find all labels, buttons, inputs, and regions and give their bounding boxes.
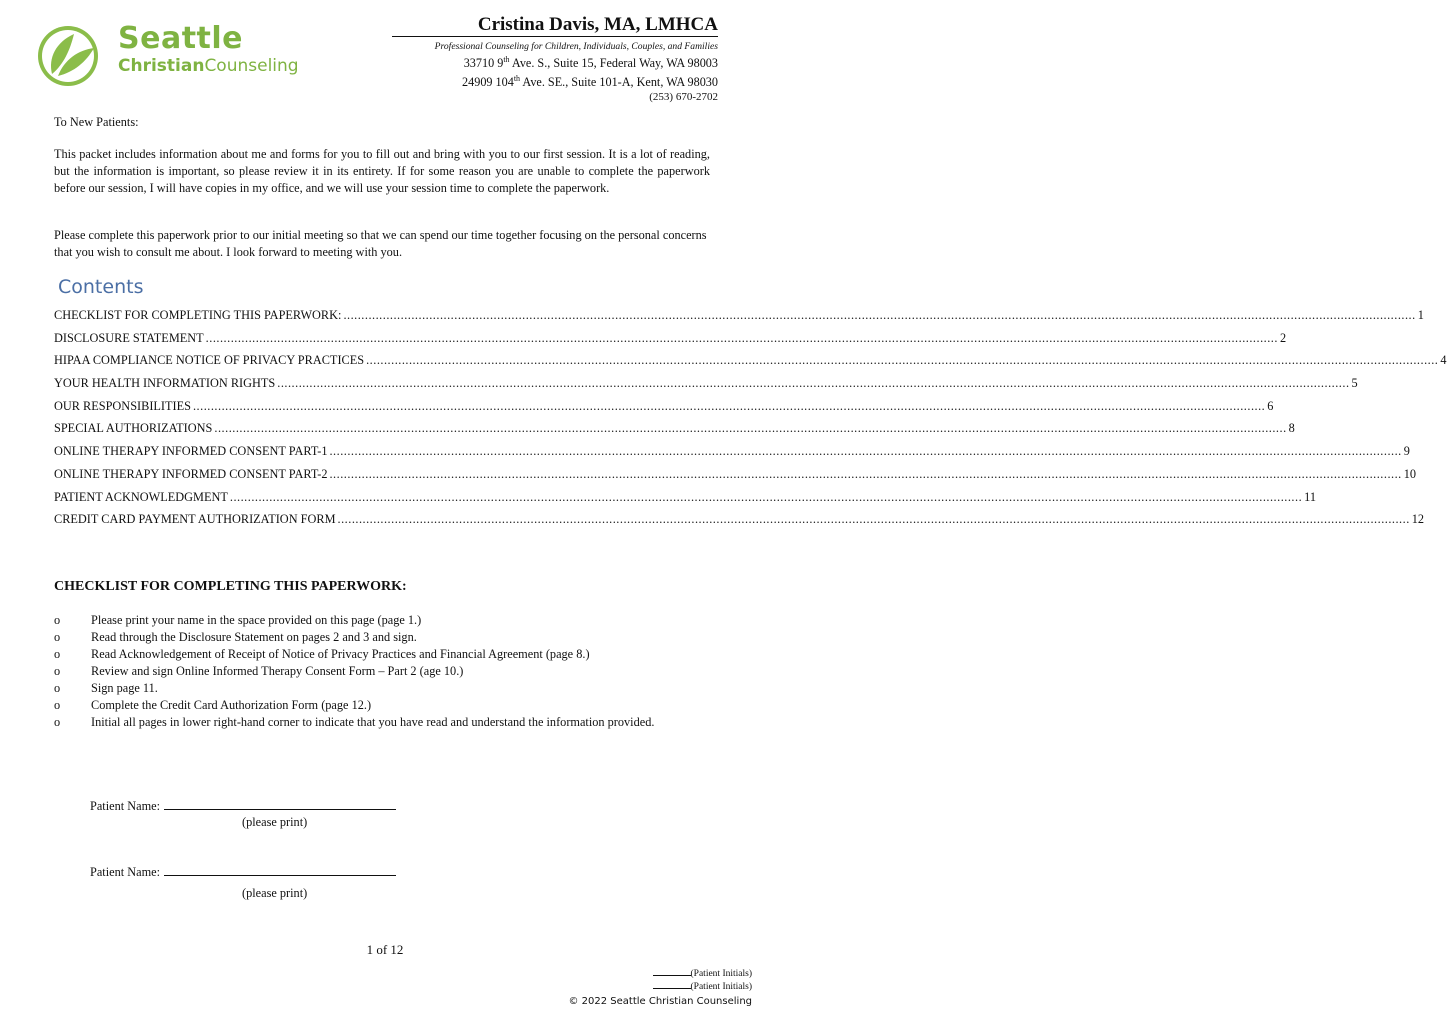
checklist-item-text: Initial all pages in lower right-hand corner to indicate that you have read and understand the information provided. — [91, 715, 655, 729]
toc-entry[interactable] — [54, 353, 1447, 376]
toc-entry-title: CREDIT CARD PAYMENT AUTHORIZATION FORM — [54, 512, 336, 527]
counselor-name: Cristina Davis, MA, LMHCA — [477, 14, 718, 35]
toc-entry-page: 5 — [1351, 376, 1358, 391]
address-block — [462, 52, 718, 105]
checklist-item — [54, 714, 714, 731]
toc-leader-dots: ............................................................................................................................................................................................................................................................................................................ — [329, 466, 1402, 481]
toc-entry[interactable] — [54, 489, 1316, 513]
checklist-item — [54, 646, 714, 663]
toc-entry-page: 8 — [1288, 421, 1295, 436]
toc-entry[interactable] — [54, 421, 1295, 444]
toc-entry-title: YOUR HEALTH INFORMATION RIGHTS — [54, 376, 276, 391]
patient-name-label: Patient Name: — [90, 799, 161, 813]
initials-label: (Patient Initials) — [690, 969, 752, 979]
checklist-bullet: o — [54, 715, 61, 729]
patient-name-field-2[interactable] — [90, 863, 396, 880]
initials-line[interactable] — [653, 967, 691, 976]
toc-entry[interactable] — [54, 512, 1425, 535]
checklist-item-text: Sign page 11. — [91, 681, 158, 695]
toc-leader-dots: ............................................................................................................................................................................................................................................................................................................ — [277, 376, 1350, 391]
toc-entry[interactable] — [54, 466, 1417, 490]
table-of-contents — [54, 308, 1447, 535]
toc-entry-page: 2 — [1279, 330, 1287, 345]
logo-word-seattle: Seattle — [118, 21, 244, 56]
toc-entry-page: 1 — [1417, 308, 1424, 322]
checklist-item-text: Complete the Credit Card Authorization Form (page 12.) — [91, 698, 372, 712]
toc-entry[interactable] — [54, 444, 1410, 467]
toc-leader-dots: ............................................................................................................................................................................................................................................................................................................ — [343, 308, 1416, 322]
toc-entry[interactable] — [54, 376, 1358, 399]
please-print-hint: (please print) — [242, 815, 308, 829]
greeting: To New Patients: — [54, 115, 139, 129]
checklist-bullet: o — [54, 681, 61, 695]
checklist-item-text: Read through the Disclosure Statement on pages 2 and 3 and sign. — [91, 630, 417, 644]
tagline: Professional Counseling for Children, Individuals, Couples, and Families — [434, 41, 718, 52]
checklist-item-text: Read Acknowledgement of Receipt of Notice of Privacy Practices and Financial Agreement (page 8.) — [91, 647, 590, 661]
toc-entry-page: 9 — [1403, 444, 1410, 459]
checklist — [54, 612, 714, 731]
toc-entry-page: 6 — [1267, 398, 1274, 413]
toc-entry-page: 12 — [1411, 512, 1425, 527]
toc-entry-page: 10 — [1403, 466, 1417, 481]
patient-name-line[interactable] — [164, 797, 396, 810]
toc-leader-dots: ............................................................................................................................................................................................................................................................................................................ — [192, 398, 1266, 413]
checklist-item-text: Please print your name in the space provided on this page (page 1.) — [91, 613, 422, 627]
checklist-bullet: o — [54, 630, 61, 644]
toc-leader-dots: ............................................................................................................................................................................................................................................................................................................ — [337, 512, 1410, 527]
toc-leader-dots: ............................................................................................................................................................................................................................................................................................................ — [205, 330, 1278, 345]
checklist-item — [54, 663, 714, 680]
checklist-heading: CHECKLIST FOR COMPLETING THIS PAPERWORK: — [54, 579, 407, 594]
address-line-2: 24909 104th Ave. SE., Suite 101-A, Kent, WA 98030 — [462, 74, 718, 90]
patient-name-line[interactable] — [164, 863, 396, 876]
checklist-bullet: o — [54, 647, 61, 661]
contents-heading: Contents — [58, 276, 144, 298]
toc-entry-page: 11 — [1304, 489, 1316, 504]
toc-leader-dots: ............................................................................................................................................................................................................................................................................................................ — [214, 421, 1287, 436]
logo-word-christian: Christian — [118, 56, 205, 76]
toc-entry[interactable] — [54, 330, 1287, 354]
toc-entry-title: CHECKLIST FOR COMPLETING THIS PAPERWORK: — [54, 308, 342, 322]
toc-entry-title: ONLINE THERAPY INFORMED CONSENT PART-2 — [54, 466, 328, 481]
copyright: © 2022 Seattle Christian Counseling — [568, 996, 752, 1007]
toc-entry-title: ONLINE THERAPY INFORMED CONSENT PART-1 — [54, 444, 328, 459]
toc-leader-dots: ............................................................................................................................................................................................................................................................................................................ — [229, 489, 1303, 504]
checklist-item — [54, 629, 714, 646]
toc-entry-title: PATIENT ACKNOWLEDGMENT — [54, 489, 228, 504]
intro-paragraph-2: Please complete this paperwork prior to our initial meeting so that we can spend our time together focusing on the personal concerns that you wish to consult me about. I look forward to meeting with you. — [54, 228, 707, 259]
toc-leader-dots: ............................................................................................................................................................................................................................................................................................................ — [366, 353, 1439, 368]
toc-leader-dots: ............................................................................................................................................................................................................................................................................................................ — [329, 444, 1402, 459]
checklist-bullet: o — [54, 664, 61, 678]
checklist-item — [54, 612, 714, 629]
toc-entry[interactable] — [54, 398, 1274, 422]
patient-name-field-1[interactable] — [90, 797, 396, 814]
logo-leaf-icon — [34, 20, 110, 88]
header-rule — [392, 36, 718, 37]
please-print-hint: (please print) — [242, 886, 308, 900]
address-line-1: 33710 9th Ave. S., Suite 15, Federal Way, WA 98003 — [463, 55, 718, 71]
toc-entry[interactable] — [54, 308, 1424, 331]
checklist-item — [54, 680, 714, 697]
patient-initials-2[interactable] — [653, 980, 752, 992]
patient-initials-1[interactable] — [653, 967, 752, 979]
checklist-item-text: Review and sign Online Informed Therapy Consent Form – Part 2 (age 10.) — [91, 664, 464, 678]
checklist-bullet: o — [54, 698, 61, 712]
toc-entry-page: 4 — [1440, 353, 1447, 368]
phone-number: (253) 670-2702 — [649, 91, 718, 104]
checklist-bullet: o — [54, 613, 61, 627]
page-number: 1 of 12 — [366, 942, 404, 957]
logo-word-counseling: Counseling — [204, 56, 299, 76]
initials-line[interactable] — [653, 980, 691, 989]
checklist-item — [54, 697, 714, 714]
logo-word-christian-counseling — [118, 58, 299, 75]
initials-label: (Patient Initials) — [690, 982, 752, 992]
patient-name-label: Patient Name: — [90, 865, 161, 879]
intro-paragraph-1: This packet includes information about me and forms for you to fill out and bring with you to our first session. It is a lot of reading, but the information is important, so please review it in its entirety. If for some reason you are unable to complete the paperwork before our session, I will have copies in my office, and we will use your session time to complete the paperwork. — [54, 147, 710, 195]
toc-entry-title: SPECIAL AUTHORIZATIONS — [54, 421, 213, 436]
toc-entry-title: DISCLOSURE STATEMENT — [54, 330, 204, 345]
toc-entry-title: OUR RESPONSIBILITIES — [54, 398, 191, 413]
toc-entry-title: HIPAA COMPLIANCE NOTICE OF PRIVACY PRACTICES — [54, 353, 365, 368]
